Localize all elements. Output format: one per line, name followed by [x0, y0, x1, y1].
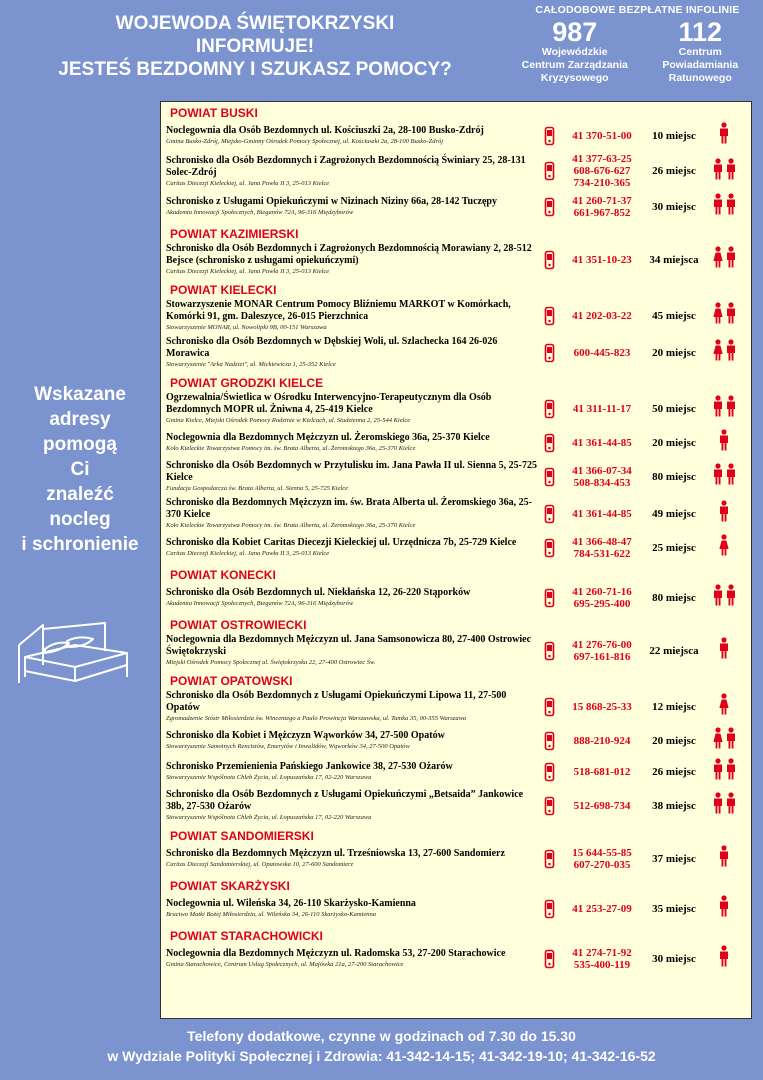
female-icon	[719, 534, 729, 561]
shelter-name: Ogrzewalnia/Świetlica w Ośrodku Interwencyjno-Terapeutycznym dla Osób Bezdomnych MOPR ul. Żniwna 4, 25-419 Kielce	[166, 392, 492, 415]
county-heading: POWIAT KAZIMIERSKI	[170, 227, 299, 241]
shelter-name: Schronisko dla Osób Bezdomnych ul. Niekłańska 12, 26-220 Stąporków	[166, 587, 471, 598]
male-icon	[713, 193, 723, 220]
phone-icon	[538, 899, 560, 919]
phone-number[interactable]: 518-681-012	[573, 765, 631, 778]
phone-list	[560, 903, 644, 915]
footer-line-1: Telefony dodatkowe, czynne w godzinach od 7.30 do 15.30	[187, 1028, 576, 1044]
person-icons	[704, 158, 744, 185]
phone-icon	[538, 467, 560, 487]
phone-list	[560, 310, 644, 322]
person-icons	[704, 246, 744, 273]
shelter-operator: Gmina Kielce, Miejski Ośrodek Pomocy Rodzinie w Kielcach, ul. Studzienna 2, 25-544 Kielce	[166, 417, 411, 424]
male-icon	[713, 758, 723, 785]
shelter-name: Schronisko dla Osób Bezdomnych i Zagrożonych Bezdomnością Świniary 25, 28-131 Solec-Zdrój	[166, 154, 526, 178]
phone-list	[560, 735, 644, 747]
shelter-entry	[161, 893, 751, 924]
county-heading: POWIAT STARACHOWICKI	[170, 929, 323, 943]
person-icons	[704, 845, 744, 872]
shelter-operator: Akademia Innowacji Społecznych, Bieganów 72A, 96-316 Międzyborów	[166, 209, 354, 216]
phone-number[interactable]: 888-210-924	[573, 734, 631, 747]
male-icon	[726, 758, 736, 785]
phone-list	[560, 508, 644, 520]
places-count: 26 miejsc	[652, 165, 696, 177]
person-icons	[704, 945, 744, 972]
person-icons	[704, 758, 744, 785]
shelter-operator: Caritas Diecezji Kieleckiej, ul. Jana Pawła II 3, 25-013 Kielce	[166, 268, 330, 275]
county-heading: POWIAT SANDOMIERSKI	[170, 829, 314, 843]
male-icon	[726, 727, 736, 754]
shelter-name: Schronisko Przemienienia Pańskiego Jankowice 38, 27-530 Ożarów	[166, 761, 453, 772]
person-icons	[704, 727, 744, 754]
phone-icon	[538, 731, 560, 751]
shelter-entry	[161, 120, 751, 151]
infoline-desc: Ratunowego	[668, 72, 732, 84]
infoline-desc: Powiadamiania	[662, 59, 739, 71]
phone-icon	[538, 197, 560, 217]
infoline-number: 987	[552, 17, 598, 47]
phone-icon	[538, 949, 560, 969]
shelter-entry	[161, 427, 751, 458]
places-count: 30 miejsc	[652, 200, 696, 213]
phone-icon	[538, 588, 560, 608]
shelter-operator: Caritas Diecezji Kieleckiej, ul. Jana Pawła II 3, 25-013 Kielce	[166, 179, 330, 187]
female-icon	[713, 339, 723, 366]
shelter-entry	[161, 241, 751, 278]
phone-number[interactable]: 784-531-622	[573, 547, 631, 560]
phone-icon	[538, 538, 560, 558]
male-icon	[726, 792, 736, 819]
phone-number[interactable]: 15 644-55-85	[572, 846, 632, 859]
places-count: 12 miejsc	[652, 700, 696, 713]
person-icons	[704, 584, 744, 611]
shelter-name: Schronisko dla Kobiet Caritas Diecezji Kieleckiej ul. Urzędnicza 7b, 25-729 Kielce	[166, 537, 517, 548]
male-icon	[726, 193, 736, 220]
phone-icon	[538, 126, 560, 146]
shelter-operator: Akademia Innowacji Społecznych, Bieganów 72A, 96-316 Międzyborów	[166, 600, 354, 607]
places-count: 35 miejsc	[652, 902, 696, 915]
phone-list	[560, 130, 644, 142]
phone-number[interactable]: 734-210-365	[573, 177, 631, 189]
county-heading: POWIAT KONECKI	[170, 568, 276, 582]
phone-list	[560, 947, 644, 971]
phone-number[interactable]: 41 260-71-16	[572, 585, 632, 598]
side-line: adresy	[49, 409, 111, 430]
phone-number[interactable]: 607-270-035	[573, 858, 631, 871]
phone-list	[560, 847, 644, 871]
shelter-operator: Stowarzyszenie Wspólnota Chleb Życia, ul. Łopuszańska 17, 02-220 Warszawa	[166, 814, 372, 821]
male-icon	[726, 302, 736, 329]
phone-number[interactable]: 41 260-71-37	[572, 194, 632, 207]
places-count: 34 miejsca	[649, 253, 699, 266]
side-line: znaleźć	[46, 484, 114, 505]
phone-number[interactable]: 41 274-71-92	[572, 946, 632, 959]
male-icon	[713, 463, 723, 490]
side-line: Ci	[70, 459, 90, 480]
infoline-desc: Centrum Zarządzania	[521, 59, 628, 71]
infoline-desc: Wojewódzkie	[541, 46, 608, 58]
phone-list	[560, 153, 644, 189]
shelter-name: Schronisko dla Osób Bezdomnych w Dębskiej Woli, ul. Szlachecka 164 26-026 Morawica	[166, 336, 498, 359]
phone-number[interactable]: 697-161-816	[573, 650, 631, 663]
shelter-operator: Zgromadzenie Sióstr Miłosierdzia św. Wincentego a Paulo Prowincja Warszawska, ul. Tamka 35, 00-355 Warszawa	[166, 715, 467, 722]
places-count: 25 miejsc	[652, 541, 696, 554]
shelter-entry	[161, 632, 751, 669]
places-count: 20 miejsc	[652, 346, 696, 359]
shelter-name: Noclegownia ul. Wileńska 34, 26-110 Skarżysko-Kamienna	[166, 898, 416, 909]
phone-icon	[538, 849, 560, 869]
shelter-name: Schronisko dla Bezdomnych Mężczyzn im. św. Brata Alberta ul. Żeromskiego 36a, 25-370 Kielce	[166, 497, 533, 520]
shelter-entry	[161, 787, 751, 824]
infoline-box	[512, 4, 763, 85]
phone-number[interactable]: 41 276-76-00	[572, 638, 632, 651]
places-count: 30 miejsc	[652, 952, 696, 965]
phone-number[interactable]: 512-698-734	[573, 799, 631, 812]
male-icon	[726, 339, 736, 366]
shelter-operator: Stowarzyszenie Wspólnota Chleb Życia, ul. Łopuszańska 17, 02-220 Warszawa	[166, 774, 372, 781]
places-count: 20 miejsc	[652, 436, 696, 449]
header-line-1: WOJEWODA ŚWIĘTOKRZYSKI	[115, 13, 395, 34]
shelter-name: Noclegownia dla Bezdomnych Mężczyzn ul. Radomska 53, 27-200 Starachowice	[166, 948, 506, 959]
person-icons	[704, 429, 744, 456]
phone-list	[560, 701, 644, 713]
shelter-entry	[161, 843, 751, 874]
shelter-name: Noclegownia dla Bezdomnych Mężczyzn ul. Jana Samsonowicza 80, 27-400 Ostrowiec Świętokrzyski	[166, 634, 532, 657]
infoline-number: 112	[678, 17, 723, 47]
places-count: 10 miejsc	[652, 129, 696, 142]
shelter-name: Stowarzyszenie MONAR Centrum Pomocy Bliźniemu MARKOT w Komórkach, Komórki 91, gm. Daleszyce, 26-015 Pierzchnica	[166, 299, 511, 322]
shelter-entry	[161, 458, 751, 495]
places-count: 26 miejsc	[652, 765, 696, 778]
shelter-name: Schronisko dla Osób Bezdomnych w Przytulisku im. Jana Pawła II ul. Sienna 5, 25-725 Kielce	[166, 460, 537, 483]
person-icons	[704, 693, 744, 720]
phone-number[interactable]: 41 351-10-23	[572, 253, 632, 266]
header-title	[0, 12, 510, 81]
phone-icon	[538, 433, 560, 453]
shelter-entry	[161, 532, 751, 563]
phone-icon	[538, 399, 560, 419]
phone-list	[560, 195, 644, 219]
county-heading: POWIAT KIELECKI	[170, 283, 277, 297]
infoline-112	[640, 18, 760, 85]
shelter-entry	[161, 582, 751, 613]
footer	[0, 1026, 763, 1066]
person-icons	[704, 395, 744, 422]
shelter-entry	[161, 390, 751, 427]
infoline-desc: Kryzysowego	[540, 72, 609, 84]
phone-list	[560, 403, 644, 415]
shelter-entry	[161, 191, 751, 222]
phone-list	[560, 586, 644, 610]
shelter-operator: Stowarzyszenie MONAR, ul. Nowolipki 9B, 00-151 Warszawa	[166, 324, 327, 331]
male-icon	[719, 429, 729, 456]
phone-list	[560, 766, 644, 778]
male-icon	[726, 463, 736, 490]
phone-list	[560, 465, 644, 489]
person-icons	[704, 500, 744, 527]
male-icon	[713, 584, 723, 611]
person-icons	[704, 463, 744, 490]
county-heading: POWIAT OSTROWIECKI	[170, 618, 307, 632]
bed-icon	[15, 615, 133, 690]
shelter-operator: Gmina Busko-Zdrój, Miejsko-Gminny Ośrodek Pomocy Społecznej, ul. Kościuszki 2a, 28-100 Busko-Zdrój	[166, 138, 444, 145]
places-count: 45 miejsc	[652, 309, 696, 322]
shelter-entry	[161, 151, 751, 191]
phone-icon	[538, 161, 560, 181]
places-count: 38 miejsc	[652, 799, 696, 812]
footer-line-2: w Wydziale Polityki Społecznej i Zdrowia: 41-342-14-15; 41-342-19-10; 41-342-16-52	[107, 1048, 656, 1064]
phone-list	[560, 254, 644, 266]
phone-number[interactable]: 41 361-44-85	[572, 436, 632, 449]
phone-number[interactable]: 695-295-400	[573, 597, 631, 610]
phone-number[interactable]: 41 311-11-17	[572, 402, 632, 415]
shelter-operator: Koło Kieleckie Towarzystwa Pomocy im. św. Brata Alberta, ul. Żeromskiego 36a, 25-370 Kielce	[166, 445, 416, 452]
phone-number[interactable]: 41 366-48-47	[572, 535, 632, 548]
shelter-list	[160, 101, 752, 1019]
phone-number[interactable]: 41 253-27-09	[572, 902, 632, 915]
male-icon	[719, 637, 729, 664]
phone-icon	[538, 641, 560, 661]
infoline-caption: CAŁODOBOWE BEZPŁATNE INFOLINIE	[535, 4, 740, 16]
phone-number[interactable]: 41 366-07-34	[572, 464, 632, 477]
person-icons	[704, 792, 744, 819]
phone-icon	[538, 796, 560, 816]
shelter-entry	[161, 495, 751, 532]
male-icon	[719, 945, 729, 972]
shelter-name: Schronisko dla Bezdomnych Mężczyzn ul. Trześniowska 13, 27-600 Sandomierz	[166, 848, 505, 859]
side-line: pomogą	[43, 434, 117, 455]
phone-icon	[538, 343, 560, 363]
county-heading: POWIAT SKARŻYSKI	[170, 879, 290, 893]
male-icon	[726, 158, 736, 185]
shelter-operator: Stowarzyszenie Samotnych Rencistów, Emerytów i Inwalidów, Wąworków 34, 27-500 Opatów	[166, 743, 410, 750]
header-line-2: INFORMUJE!	[195, 36, 315, 57]
side-line: nocleg	[49, 509, 111, 530]
phone-number[interactable]: 535-400-119	[573, 958, 631, 971]
male-icon	[713, 158, 723, 185]
shelter-entry	[161, 297, 751, 334]
places-count: 37 miejsc	[652, 852, 696, 865]
places-count: 50 miejsc	[652, 402, 696, 415]
female-icon	[713, 246, 723, 273]
phone-number[interactable]: 508-834-453	[573, 476, 631, 489]
phone-list	[560, 639, 644, 663]
person-icons	[704, 302, 744, 329]
phone-icon	[538, 762, 560, 782]
male-icon	[719, 845, 729, 872]
shelter-name: Schronisko dla Osób Bezdomnych z Usługami Opiekuńczymi „Betsaida” Jankowice 38b, 27-530 Ożarów	[166, 789, 524, 812]
person-icons	[704, 534, 744, 561]
phone-number[interactable]: 661-967-852	[573, 206, 631, 219]
phone-number[interactable]: 608-676-627	[573, 165, 631, 177]
male-icon	[726, 584, 736, 611]
shelter-name: Noclegownia dla Osób Bezdomnych ul. Kościuszki 2a, 28-100 Busko-Zdrój	[166, 125, 484, 136]
male-icon	[719, 500, 729, 527]
person-icons	[704, 193, 744, 220]
side-message	[0, 382, 160, 557]
phone-number[interactable]: 41 370-51-00	[572, 129, 632, 142]
male-icon	[719, 895, 729, 922]
phone-icon	[538, 306, 560, 326]
shelter-name: Schronisko dla Osób Bezdomnych z Usługami Opiekuńczymi Lipowa 11, 27-500 Opatów	[166, 690, 507, 713]
shelter-entry	[161, 334, 751, 371]
phone-list	[560, 536, 644, 560]
side-line: i schronienie	[21, 534, 139, 555]
shelter-operator: Koło Kieleckie Towarzystwa Pomocy im. św. Brata Alberta, ul. Żeromskiego 36a, 25-370 Kielce	[166, 522, 416, 529]
phone-number[interactable]: 41 202-03-22	[572, 309, 632, 322]
phone-list	[560, 347, 644, 359]
phone-icon	[538, 250, 560, 270]
county-heading: POWIAT GRODZKI KIELCE	[170, 376, 324, 390]
places-count: 80 miejsc	[652, 591, 696, 604]
phone-number[interactable]: 600-445-823	[573, 346, 631, 359]
phone-number[interactable]: 41 361-44-85	[572, 507, 632, 520]
county-heading: POWIAT OPATOWSKI	[170, 674, 293, 688]
shelter-operator: Stowarzyszenie "Arka Nadziei", ul. Mickiewicza 1, 25-352 Kielce	[166, 361, 336, 368]
header-line-3: JESTEŚ BEZDOMNY I SZUKASZ POMOCY?	[58, 59, 452, 80]
infoline-desc: Centrum	[678, 46, 722, 58]
places-count: 20 miejsc	[652, 734, 696, 747]
shelter-operator: Caritas Diecezji Sandomierskiej, ul. Opatowska 10, 27-600 Sandomierz	[166, 861, 354, 868]
phone-icon	[538, 697, 560, 717]
phone-number[interactable]: 15 868-25-33	[572, 700, 632, 713]
places-count: 49 miejsc	[652, 507, 696, 520]
shelter-name: Schronisko dla Kobiet i Mężczyzn Wąworków 34, 27-500 Opatów	[166, 730, 445, 741]
county-heading: POWIAT BUSKI	[170, 106, 258, 120]
phone-list	[560, 437, 644, 449]
male-icon	[719, 122, 729, 149]
side-line: Wskazane	[34, 384, 126, 405]
person-icons	[704, 637, 744, 664]
shelter-name: Noclegownia dla Bezdomnych Mężczyzn ul. Żeromskiego 36a, 25-370 Kielce	[166, 432, 490, 443]
person-icons	[704, 339, 744, 366]
shelter-entry	[161, 725, 751, 756]
shelter-operator: Gmina Starachowice, Centrum Usług Społecznych, ul. Majówka 21a, 27-200 Starachowice	[166, 961, 404, 968]
phone-number[interactable]: 41 377-63-25	[572, 153, 632, 165]
phone-icon	[538, 504, 560, 524]
shelter-operator: Caritas Diecezji Kieleckiej, ul. Jana Pawła II 3, 25-013 Kielce	[166, 550, 330, 557]
person-icons	[704, 895, 744, 922]
male-icon	[726, 246, 736, 273]
female-icon	[713, 727, 723, 754]
shelter-entry	[161, 688, 751, 725]
shelter-name: Schronisko z Usługami Opiekuńczymi w Nizinach Niziny 66a, 28-142 Tuczępy	[166, 196, 497, 207]
shelter-operator: Bractwo Matki Bożej Miłosierdzia, ul. Wileńska 34, 26-110 Skarżysko-Kamienna	[166, 911, 376, 918]
female-icon	[713, 302, 723, 329]
male-icon	[726, 395, 736, 422]
phone-list	[560, 800, 644, 812]
female-icon	[719, 693, 729, 720]
places-count: 22 miejsca	[649, 644, 699, 657]
shelter-entry	[161, 756, 751, 787]
shelter-entry	[161, 943, 751, 974]
person-icons	[704, 122, 744, 149]
infoline-987	[515, 18, 635, 85]
male-icon	[713, 792, 723, 819]
places-count: 80 miejsc	[652, 470, 696, 483]
shelter-operator: Miejski Ośrodek Pomocy Społecznej ul. Świętokrzyska 22, 27-400 Ostrowiec Św.	[166, 659, 376, 666]
male-icon	[713, 395, 723, 422]
shelter-operator: Fundacja Gospodarcza św. Brata Alberta, ul. Sienna 5, 25-725 Kielce	[166, 485, 349, 492]
shelter-name: Schronisko dla Osób Bezdomnych i Zagrożonych Bezdomnością Morawiany 2, 28-512 Bejsce (schronisko z usługami opiekuńczymi)	[166, 243, 532, 266]
